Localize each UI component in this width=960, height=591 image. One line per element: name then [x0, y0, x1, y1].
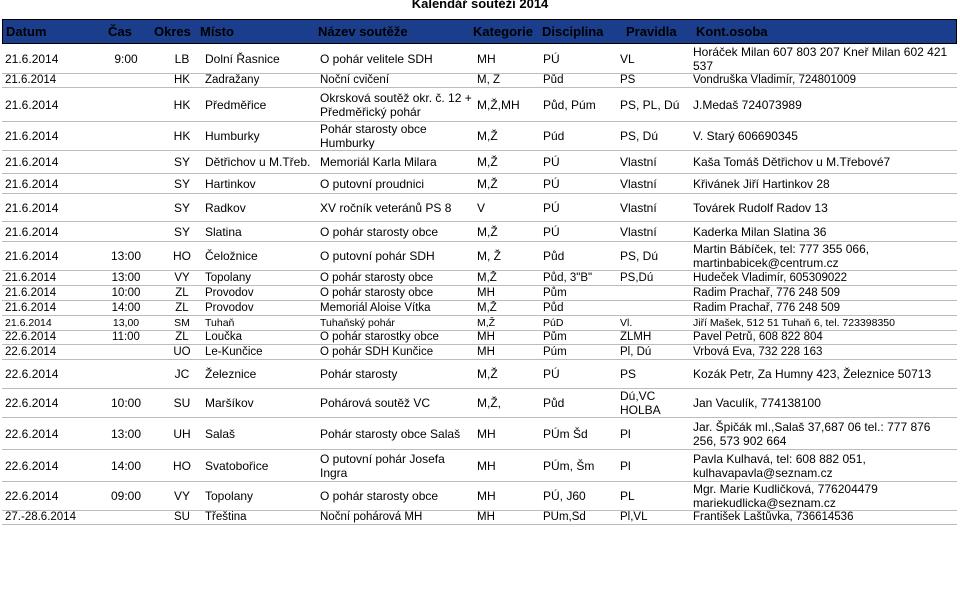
- row-contact: Radim Prachař, 776 248 509: [690, 286, 957, 301]
- row-date: 21.6.2014: [2, 74, 90, 88]
- column-header-kategorie: Kategorie: [473, 24, 533, 39]
- row-date: 21.6.2014: [2, 45, 90, 74]
- row-place: Předměřice: [202, 88, 317, 122]
- row-time: [90, 360, 162, 389]
- row-date: 21.6.2014: [2, 194, 90, 222]
- row-time: [90, 345, 162, 360]
- row-discipline: Půd: [540, 242, 617, 271]
- row-contact: Jiří Mašek, 512 51 Tuhaň 6, tel. 723398350: [690, 316, 957, 331]
- row-contact: Vrbová Eva, 732 228 163: [690, 345, 957, 360]
- row-contact: Továrek Rudolf Radov 13: [690, 194, 957, 222]
- row-competition-name: O putovní pohár SDH: [317, 242, 474, 271]
- row-date: 22.6.2014: [2, 418, 90, 450]
- row-contact: František Laštůvka, 736614536: [690, 511, 957, 525]
- row-district: HK: [162, 88, 202, 122]
- column-header-disciplina: Disciplina: [542, 24, 604, 39]
- table-row: [2, 174, 957, 194]
- table-row: [2, 45, 957, 74]
- row-contact: Kozák Petr, Za Humny 423, Železnice 50713: [690, 360, 957, 389]
- row-discipline: PúD: [540, 316, 617, 331]
- row-category: M,Ž: [474, 360, 540, 389]
- row-district: VY: [162, 271, 202, 286]
- row-place: Dolní Řasnice: [202, 45, 317, 74]
- row-rules: PS, PL, Dú: [617, 88, 690, 122]
- row-district: HO: [162, 450, 202, 482]
- table-row: [2, 482, 957, 511]
- table-row: [2, 301, 957, 316]
- row-discipline: Pům: [540, 331, 617, 345]
- row-date: 22.6.2014: [2, 482, 90, 511]
- row-competition-name: Pohárová soutěž VC: [317, 389, 474, 418]
- row-district: ZL: [162, 331, 202, 345]
- row-rules: Vlastní: [617, 151, 690, 174]
- row-district: ZL: [162, 286, 202, 301]
- row-time: [90, 88, 162, 122]
- table-row: [2, 242, 957, 271]
- row-date: 21.6.2014: [2, 286, 90, 301]
- row-place: Tuhaň: [202, 316, 317, 331]
- row-competition-name: O pohár starosty obce: [317, 222, 474, 242]
- row-district: LB: [162, 45, 202, 74]
- row-time: [90, 222, 162, 242]
- table-row: [2, 88, 957, 122]
- table-row: [2, 74, 957, 88]
- row-time: [90, 511, 162, 525]
- row-time: 13:00: [90, 418, 162, 450]
- row-competition-name: Okrsková soutěž okr. č. 12 + Předměřický pohár: [317, 88, 474, 122]
- row-contact: Pavel Petrů, 608 822 804: [690, 331, 957, 345]
- row-discipline: PÚ: [540, 194, 617, 222]
- row-rules: Vlastní: [617, 174, 690, 194]
- row-time: [90, 174, 162, 194]
- row-discipline: Púd: [540, 122, 617, 151]
- row-place: Provodov: [202, 301, 317, 316]
- row-category: M,Ž: [474, 151, 540, 174]
- row-date: 21.6.2014: [2, 88, 90, 122]
- row-rules: [617, 301, 690, 316]
- row-contact: Vondruška Vladimír, 724801009: [690, 74, 957, 88]
- row-date: 21.6.2014: [2, 122, 90, 151]
- row-place: Topolany: [202, 271, 317, 286]
- row-category: MH: [474, 345, 540, 360]
- row-time: [90, 122, 162, 151]
- row-competition-name: O pohár starosty obce: [317, 482, 474, 511]
- row-competition-name: O pohár starosty obce: [317, 286, 474, 301]
- row-discipline: Půd, Púm: [540, 88, 617, 122]
- row-date: 21.6.2014: [2, 151, 90, 174]
- row-discipline: Půd, 3"B": [540, 271, 617, 286]
- row-discipline: PÚ: [540, 222, 617, 242]
- row-time: 10:00: [90, 389, 162, 418]
- table-row: [2, 271, 957, 286]
- row-category: M,Ž: [474, 174, 540, 194]
- row-rules: PS, Dú: [617, 122, 690, 151]
- table-row: [2, 450, 957, 482]
- row-rules: Dú,VC HOLBA: [617, 389, 690, 418]
- row-discipline: PÚ, J60: [540, 482, 617, 511]
- row-place: Le-Kunčice: [202, 345, 317, 360]
- row-district: UO: [162, 345, 202, 360]
- row-contact: Radim Prachař, 776 248 509: [690, 301, 957, 316]
- table-row: [2, 345, 957, 360]
- row-rules: Pl: [617, 450, 690, 482]
- column-header-kontakt: Kont.osoba: [696, 24, 768, 39]
- row-category: M,Ž: [474, 122, 540, 151]
- row-category: M, Ž: [474, 242, 540, 271]
- row-rules: VL: [617, 45, 690, 74]
- row-place: Železnice: [202, 360, 317, 389]
- row-place: Dětřichov u M.Třeb.: [202, 151, 317, 174]
- row-time: 9:00: [90, 45, 162, 74]
- row-rules: Vlastní: [617, 194, 690, 222]
- row-date: 21.6.2014: [2, 316, 90, 331]
- row-time: [90, 74, 162, 88]
- row-district: SY: [162, 151, 202, 174]
- row-category: M,Ž: [474, 301, 540, 316]
- row-contact: Křivánek Jiří Hartinkov 28: [690, 174, 957, 194]
- table-row: [2, 122, 957, 151]
- row-date: 27.-28.6.2014: [2, 511, 90, 525]
- row-competition-name: O pohár velitele SDH: [317, 45, 474, 74]
- row-contact: Mgr. Marie Kudličková, 776204479 mariekudlicka@seznam.cz: [690, 482, 957, 511]
- row-district: ZL: [162, 301, 202, 316]
- column-header-misto: Místo: [200, 24, 234, 39]
- table-row: [2, 286, 957, 301]
- row-date: 22.6.2014: [2, 450, 90, 482]
- row-category: MH: [474, 331, 540, 345]
- row-competition-name: Tuhaňský pohár: [317, 316, 474, 331]
- row-district: SU: [162, 389, 202, 418]
- row-rules: Vlastní: [617, 222, 690, 242]
- row-place: Humburky: [202, 122, 317, 151]
- column-header-cas: Čas: [108, 24, 132, 39]
- row-discipline: Pům: [540, 286, 617, 301]
- row-place: Hartinkov: [202, 174, 317, 194]
- row-discipline: PÚ: [540, 174, 617, 194]
- row-date: 21.6.2014: [2, 222, 90, 242]
- row-category: MH: [474, 418, 540, 450]
- row-district: SU: [162, 511, 202, 525]
- row-competition-name: Pohár starosty obce Salaš: [317, 418, 474, 450]
- row-competition-name: Noční cvičení: [317, 74, 474, 88]
- row-category: MH: [474, 286, 540, 301]
- row-date: 22.6.2014: [2, 331, 90, 345]
- competition-table: [2, 45, 957, 525]
- row-time: 11:00: [90, 331, 162, 345]
- row-competition-name: O putovní pohár Josefa Ingra: [317, 450, 474, 482]
- row-place: Zadražany: [202, 74, 317, 88]
- row-rules: Pl: [617, 418, 690, 450]
- row-discipline: Půd: [540, 74, 617, 88]
- row-rules: Vl.: [617, 316, 690, 331]
- row-category: M,Ž: [474, 316, 540, 331]
- row-category: V: [474, 194, 540, 222]
- row-time: [90, 151, 162, 174]
- row-place: Slatina: [202, 222, 317, 242]
- row-district: SY: [162, 174, 202, 194]
- row-discipline: Půd: [540, 301, 617, 316]
- row-category: MH: [474, 511, 540, 525]
- row-contact: Hudeček Vladimír, 605309022: [690, 271, 957, 286]
- row-district: HO: [162, 242, 202, 271]
- row-competition-name: O pohár starosty obce: [317, 271, 474, 286]
- row-place: Provodov: [202, 286, 317, 301]
- table-row: [2, 360, 957, 389]
- row-discipline: Púm: [540, 345, 617, 360]
- column-header-okres: Okres: [154, 24, 191, 39]
- table-row: [2, 331, 957, 345]
- row-date: 22.6.2014: [2, 389, 90, 418]
- column-header-pravidla: Pravidla: [626, 24, 677, 39]
- column-header-datum: Datum: [6, 24, 47, 39]
- row-contact: V. Starý 606690345: [690, 122, 957, 151]
- row-discipline: PÚm,Šd: [540, 511, 617, 525]
- row-time: 10:00: [90, 286, 162, 301]
- row-district: UH: [162, 418, 202, 450]
- row-category: M,Ž: [474, 271, 540, 286]
- row-time: [90, 194, 162, 222]
- column-header-nazev: Název soutěže: [318, 24, 408, 39]
- row-contact: Jan Vaculík, 774138100: [690, 389, 957, 418]
- row-competition-name: Memoriál Karla Milara: [317, 151, 474, 174]
- page-title: Kalendář soutěží 2014: [411, 0, 549, 11]
- row-district: JC: [162, 360, 202, 389]
- row-competition-name: Pohár starosty: [317, 360, 474, 389]
- row-time: 14:00: [90, 301, 162, 316]
- row-rules: PS, Dú: [617, 242, 690, 271]
- row-district: HK: [162, 122, 202, 151]
- row-date: 21.6.2014: [2, 174, 90, 194]
- row-discipline: PÚm, Šm: [540, 450, 617, 482]
- row-place: Svatobořice: [202, 450, 317, 482]
- row-competition-name: XV ročník veteránů PS 8: [317, 194, 474, 222]
- row-date: 22.6.2014: [2, 345, 90, 360]
- row-category: M, Ž: [474, 74, 540, 88]
- row-district: SY: [162, 222, 202, 242]
- table-row: [2, 389, 957, 418]
- row-time: 13:00: [90, 242, 162, 271]
- table-row: [2, 151, 957, 174]
- row-rules: PS,Dú: [617, 271, 690, 286]
- row-discipline: Půd: [540, 389, 617, 418]
- row-discipline: PÚ: [540, 151, 617, 174]
- row-contact: Jar. Špičák ml.,Salaš 37,687 06 tel.: 777 876 256, 573 902 664: [690, 418, 957, 450]
- row-contact: J.Medaš 724073989: [690, 88, 957, 122]
- row-discipline: PÚ: [540, 360, 617, 389]
- row-district: HK: [162, 74, 202, 88]
- row-place: Topolany: [202, 482, 317, 511]
- row-rules: [617, 286, 690, 301]
- table-row: [2, 418, 957, 450]
- row-competition-name: O pohár starostky obce: [317, 331, 474, 345]
- row-place: Třeština: [202, 511, 317, 525]
- row-date: 21.6.2014: [2, 301, 90, 316]
- row-discipline: PÚm Šd: [540, 418, 617, 450]
- table-row: [2, 511, 957, 525]
- row-place: Radkov: [202, 194, 317, 222]
- row-rules: Pl,VL: [617, 511, 690, 525]
- table-row: [2, 194, 957, 222]
- row-competition-name: Memoriál Aloise Vítka: [317, 301, 474, 316]
- row-district: SM: [162, 316, 202, 331]
- row-contact: Pavla Kulhavá, tel: 608 882 051, kulhavapavla@seznam.cz: [690, 450, 957, 482]
- row-contact: Martin Bábíček, tel: 777 355 066, martinbabicek@centrum.cz: [690, 242, 957, 271]
- row-competition-name: Pohár starosty obce Humburky: [317, 122, 474, 151]
- row-time: 13,00: [90, 316, 162, 331]
- row-time: 14:00: [90, 450, 162, 482]
- row-contact: Horáček Milan 607 803 207 Kneř Milan 602 421 537: [690, 45, 957, 74]
- row-time: 09:00: [90, 482, 162, 511]
- table-row: [2, 316, 957, 331]
- row-category: M,Ž: [474, 222, 540, 242]
- row-place: Salaš: [202, 418, 317, 450]
- row-rules: ZLMH: [617, 331, 690, 345]
- row-date: 21.6.2014: [2, 271, 90, 286]
- row-rules: PS: [617, 74, 690, 88]
- row-category: MH: [474, 450, 540, 482]
- row-rules: PL: [617, 482, 690, 511]
- row-place: Loučka: [202, 331, 317, 345]
- row-district: SY: [162, 194, 202, 222]
- row-time: 13:00: [90, 271, 162, 286]
- row-contact: Kaderka Milan Slatina 36: [690, 222, 957, 242]
- row-discipline: PÚ: [540, 45, 617, 74]
- row-contact: Kaša Tomáš Dětřichov u M.Třebové7: [690, 151, 957, 174]
- table-row: [2, 222, 957, 242]
- row-place: Čeložnice: [202, 242, 317, 271]
- row-date: 22.6.2014: [2, 360, 90, 389]
- row-date: 21.6.2014: [2, 242, 90, 271]
- row-competition-name: Noční pohárová MH: [317, 511, 474, 525]
- row-place: Maršíkov: [202, 389, 317, 418]
- row-category: MH: [474, 482, 540, 511]
- row-competition-name: O putovní proudnici: [317, 174, 474, 194]
- row-category: MH: [474, 45, 540, 74]
- row-category: M,Ž,: [474, 389, 540, 418]
- row-competition-name: O pohár SDH Kunčice: [317, 345, 474, 360]
- row-rules: PS: [617, 360, 690, 389]
- row-category: M,Ž,MH: [474, 88, 540, 122]
- row-rules: Pl, Dú: [617, 345, 690, 360]
- row-district: VY: [162, 482, 202, 511]
